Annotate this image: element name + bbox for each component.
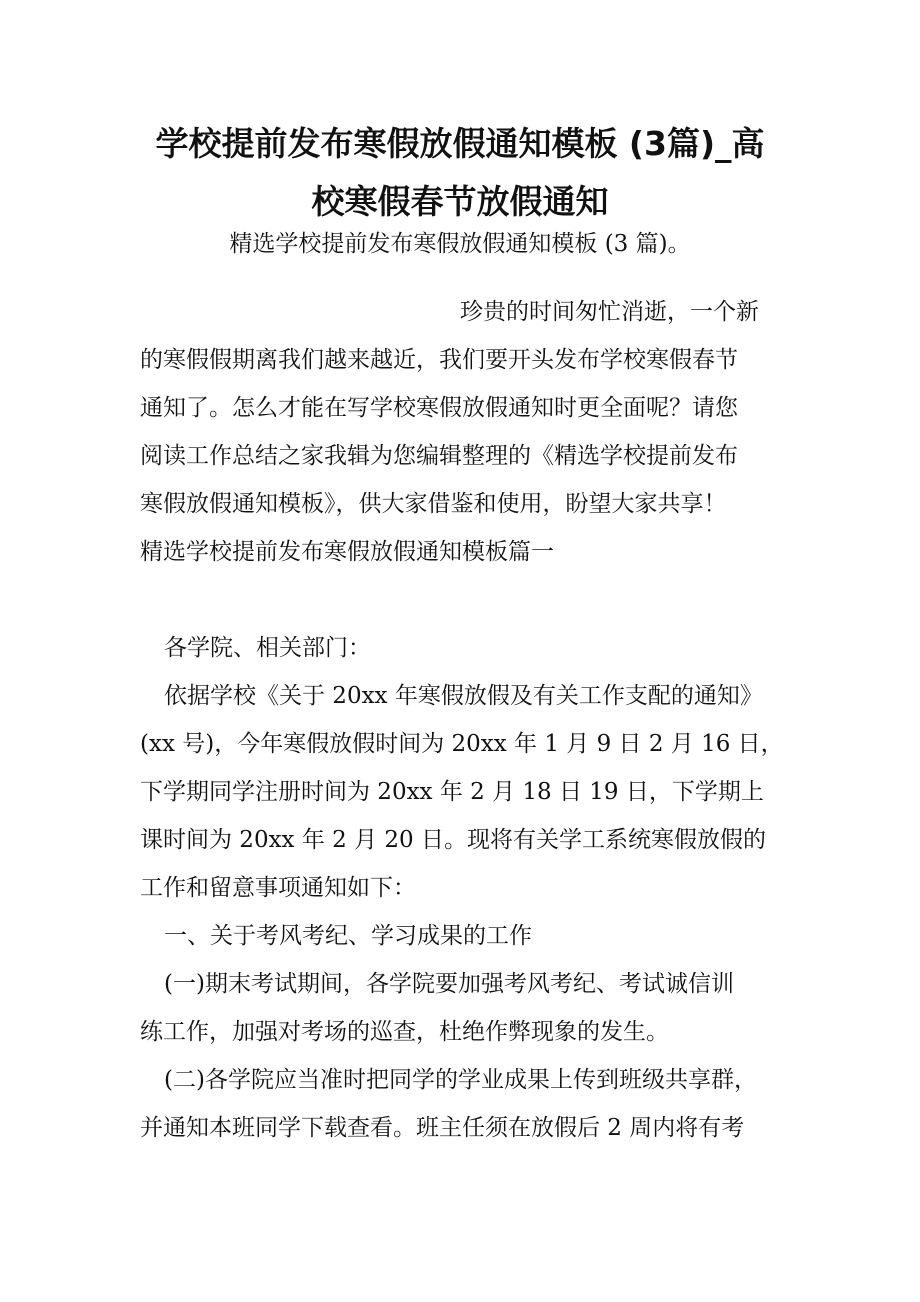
body-line: 下学期同学注册时间为 20xx 年 2 月 18 日 19 日，下学期上 bbox=[140, 779, 764, 805]
intro-line: 的寒假假期离我们越来越近，我们要开头发布学校寒假春节 bbox=[140, 347, 738, 373]
section-heading: 精选学校提前发布寒假放假通知模板篇一 bbox=[140, 539, 554, 565]
intro-line: 阅读工作总结之家我辑为您编辑整理的《精选学校提前发布 bbox=[140, 443, 738, 469]
intro-line: 通知了。怎么才能在写学校寒假放假通知时更全面呢？请您 bbox=[140, 395, 738, 421]
item-1-line: 练工作，加强对考场的巡查，杜绝作弊现象的发生。 bbox=[140, 1019, 669, 1045]
document-title-line-1: 学校提前发布寒假放假通知模板 (3篇)_高 bbox=[155, 124, 765, 163]
intro-line: 寒假放假通知模板》，供大家借鉴和使用，盼望大家共享！ bbox=[140, 491, 727, 517]
body-line: 课时间为 20xx 年 2 月 20 日。现将有关学工系统寒假放假的 bbox=[140, 827, 766, 853]
document-subtitle: 精选学校提前发布寒假放假通知模板 (3 篇)。 bbox=[229, 231, 691, 257]
salutation: 各学院、相关部门： bbox=[164, 635, 371, 661]
body-line: 依据学校《关于 20xx 年寒假放假及有关工作支配的通知》 bbox=[164, 683, 763, 709]
intro-line: 珍贵的时间匆忙消逝，一个新 bbox=[460, 299, 759, 325]
item-2-line: 并通知本班同学下载查看。班主任须在放假后 2 周内将有考 bbox=[140, 1115, 745, 1141]
item-heading: 一、关于考风考纪、学习成果的工作 bbox=[164, 923, 532, 949]
item-2-line: (二)各学院应当准时把同学的学业成果上传到班级共享群， bbox=[164, 1067, 757, 1093]
document-title-line-2: 校寒假春节放假通知 bbox=[311, 182, 609, 221]
body-line: (xx 号)，今年寒假放假时间为 20xx 年 1 月 9 日 2 月 16 日， bbox=[140, 731, 784, 757]
item-1-line: (一)期末考试期间，各学院要加强考风考纪、考试诚信训 bbox=[164, 971, 734, 997]
body-line: 工作和留意事项通知如下： bbox=[140, 875, 416, 901]
